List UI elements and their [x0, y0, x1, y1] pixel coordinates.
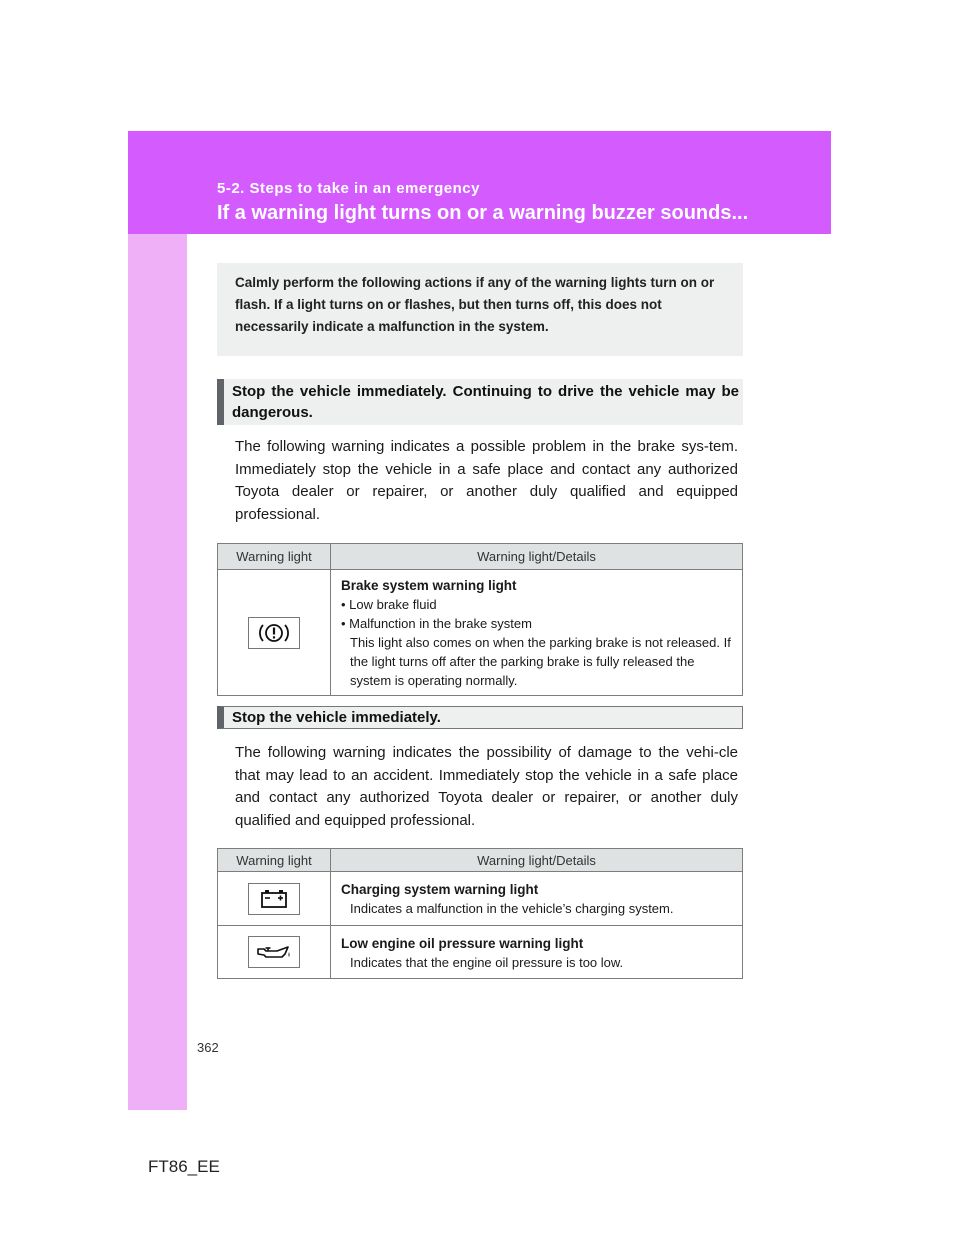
document-code: FT86_EE: [148, 1157, 220, 1176]
row-bullet: • Malfunction in the brake system: [341, 616, 532, 631]
oil-can-icon: [248, 936, 300, 968]
vehicle-warning-table: [217, 848, 743, 979]
column-header-details: Warning light/Details: [331, 849, 743, 872]
row-title: Low engine oil pressure warning light: [341, 935, 584, 951]
page-number: 362: [197, 1040, 219, 1055]
section1-heading: Stop the vehicle immediately. Continuing to drive the vehicle may be dangerous.: [217, 379, 743, 425]
row-title: Brake system warning light: [341, 578, 517, 593]
column-header-light: Warning light: [218, 849, 331, 872]
column-header-light: Warning light: [218, 544, 331, 570]
details-cell: [331, 570, 743, 696]
side-strip: [128, 131, 187, 1110]
column-header-details: Warning light/Details: [331, 544, 743, 570]
row-title: Charging system warning light: [341, 882, 539, 897]
intro-box: [217, 263, 743, 356]
section-label: 5-2. Steps to take in an emergency: [217, 180, 480, 197]
table-row: [218, 570, 743, 696]
row-note: This light also comes on when the parking brake is not released. If the light turns off after the parking brake is fully released the system is operating normally.: [350, 635, 731, 688]
page-heading: If a warning light turns on or a warning buzzer sounds...: [217, 202, 749, 224]
row-bullet: • Low brake fluid: [341, 597, 437, 612]
details-cell: [331, 872, 743, 926]
table-row: [218, 926, 743, 979]
row-description: Indicates that the engine oil pressure is too low.: [350, 954, 624, 970]
row-description: Indicates a malfunction in the vehicle’s charging system.: [350, 901, 674, 916]
icon-cell: [218, 872, 331, 926]
table-row: [218, 872, 743, 926]
table-header-row: [218, 544, 743, 570]
section1-paragraph: The following warning indicates a possible problem in the brake sys-tem. Immediately stop the vehicle in a safe place and contact any authorized Toyota dealer or repairer, or another duly qualified and equipped professional.: [235, 438, 738, 523]
battery-icon: [248, 883, 300, 915]
details-cell: [331, 926, 743, 979]
brake-warning-table: [217, 543, 743, 696]
intro-text: Calmly perform the following actions if any of the warning lights turn on or flash. If a light turns on or flashes, but then turns off, this does not necessarily indicate a malfunction in the system.: [235, 275, 715, 334]
section2-heading: Stop the vehicle immediately.: [217, 706, 743, 729]
section2-paragraph: The following warning indicates the possibility of damage to the vehi-cle that may lead to an accident. Immediately stop the vehicle in a safe place and contact any authorized Toyota dealer or repairer, or another duly qualified and equipped professional.: [235, 744, 738, 829]
brake-warning-icon: [248, 617, 300, 649]
table-header-row: [218, 849, 743, 872]
icon-cell: [218, 570, 331, 696]
icon-cell: [218, 926, 331, 979]
